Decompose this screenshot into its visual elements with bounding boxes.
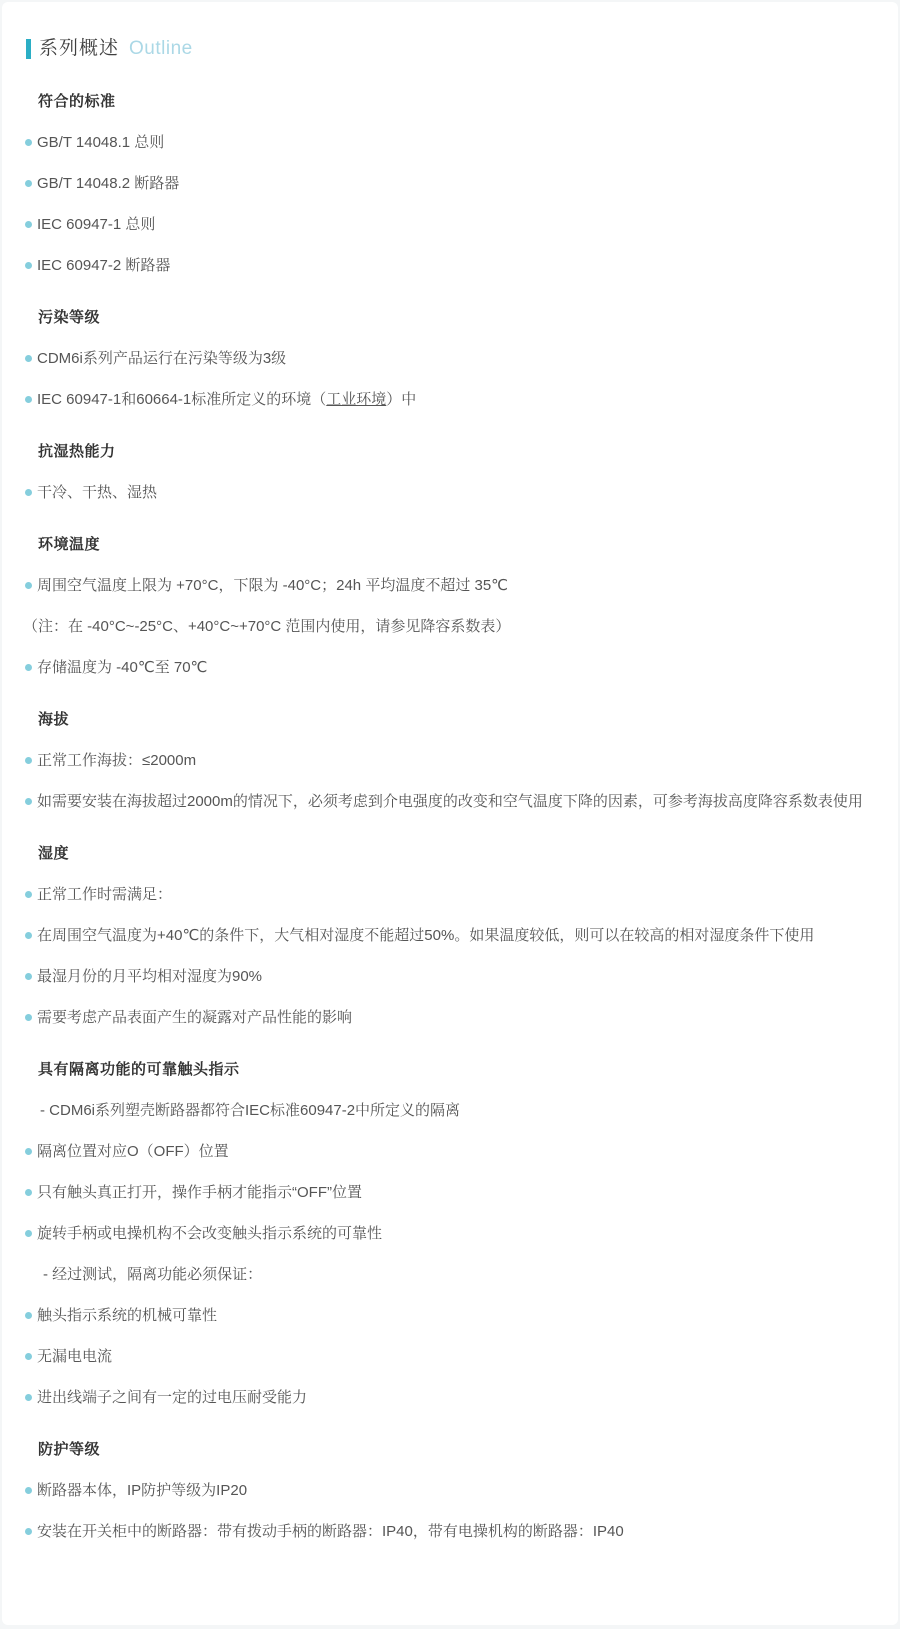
bullet-icon (25, 1312, 32, 1319)
bullet-icon (25, 396, 32, 403)
bullet-icon (25, 1394, 32, 1401)
bullet-icon (25, 891, 32, 898)
section-heading: 抗湿热能力 (38, 443, 116, 460)
section-ambient-temperature (2, 535, 878, 678)
list-item (2, 1347, 878, 1367)
section-isolation-indication (2, 1060, 878, 1408)
page-title-en: Outline (129, 38, 193, 59)
bullet-icon (25, 932, 32, 939)
list-item (2, 751, 878, 771)
list-item-text: IEC 60947-2 断路器 (37, 257, 171, 274)
section-damp-heat (2, 442, 878, 503)
list-item-text: - CDM6i系列塑壳断路器都符合IEC标准60947-2中所定义的隔离 (40, 1102, 461, 1119)
list-item (2, 1522, 878, 1542)
list-item-text: 安装在开关柜中的断路器：带有拨动手柄的断路器：IP40，带有电操机构的断路器：IP40 (37, 1523, 624, 1540)
bullet-icon (25, 973, 32, 980)
list-item-text: 正常工作时需满足： (37, 886, 173, 903)
accent-bar-icon (26, 39, 31, 59)
note-item (2, 617, 878, 637)
list-item (2, 1183, 878, 1203)
bullet-icon (25, 1528, 32, 1535)
list-item-text: （注：在 -40°C~-25°C、+40°C~+70°C 范围内使用，请参见降容系数表） (23, 618, 511, 635)
bullet-icon (25, 221, 32, 228)
list-item-text: 最湿月份的月平均相对湿度为90% (37, 968, 263, 985)
list-item-text: 进出线端子之间有一定的过电压耐受能力 (37, 1389, 308, 1406)
list-item (2, 215, 878, 235)
section-standards (2, 92, 878, 276)
list-item-text: CDM6i系列产品运行在污染等级为3级 (37, 350, 287, 367)
list-item (2, 1008, 878, 1028)
section-heading: 环境温度 (38, 536, 101, 553)
list-item-text: 周围空气温度上限为 +70°C，下限为 -40°C；24h 平均温度不超过 35℃ (37, 577, 509, 594)
list-item-text: 断路器本体，IP防护等级为IP20 (37, 1482, 248, 1499)
list-item-text: 旋转手柄或电操机构不会改变触头指示系统的可靠性 (37, 1225, 383, 1242)
section-protection-degree (2, 1440, 878, 1542)
list-item-text: 隔离位置对应O（OFF）位置 (37, 1143, 229, 1160)
list-item (2, 1388, 878, 1408)
list-item (2, 1306, 878, 1326)
bullet-icon (25, 1014, 32, 1021)
bullet-icon (25, 1189, 32, 1196)
list-item-text: 无漏电电流 (37, 1348, 113, 1365)
list-item-text: 需要考虑产品表面产生的凝露对产品性能的影响 (37, 1009, 353, 1026)
section-heading: 海拔 (38, 711, 70, 728)
section-heading: 防护等级 (38, 1441, 101, 1458)
underlined-text: 工业环境 (326, 391, 387, 408)
bullet-icon (25, 1148, 32, 1155)
list-item (2, 885, 878, 905)
list-item (2, 483, 878, 503)
section-pollution-degree (2, 308, 878, 410)
list-item (2, 967, 878, 987)
page-header (26, 38, 878, 60)
bullet-icon (25, 798, 32, 805)
list-item (2, 390, 878, 410)
bullet-icon (25, 355, 32, 362)
bullet-icon (25, 757, 32, 764)
section-heading: 符合的标准 (38, 93, 116, 110)
list-item-text: 如需要安装在海拔超过2000m的情况下，必须考虑到介电强度的改变和空气温度下降的因素，可参考海拔高度降容系数表使用 (37, 793, 863, 810)
bullet-icon (25, 1487, 32, 1494)
dash-item (2, 1265, 878, 1285)
list-item-text: 存储温度为 -40℃至 70℃ (37, 659, 208, 676)
list-item (2, 792, 878, 812)
bullet-icon (25, 489, 32, 496)
bullet-icon (25, 1353, 32, 1360)
list-item-text: 干冷、干热、湿热 (37, 484, 158, 501)
list-item (2, 174, 878, 194)
list-item (2, 658, 878, 678)
list-item-text: 只有触头真正打开，操作手柄才能指示“OFF”位置 (37, 1184, 362, 1201)
bullet-icon (25, 180, 32, 187)
section-altitude (2, 710, 878, 812)
section-heading: 污染等级 (38, 309, 101, 326)
list-item-text: 正常工作海拔：≤2000m (37, 752, 197, 769)
list-item-text: - 经过测试，隔离功能必须保证： (43, 1266, 263, 1283)
list-item (2, 256, 878, 276)
list-item (2, 576, 878, 596)
text-segment: IEC 60947-1和60664-1标准所定义的环境（ (37, 391, 327, 408)
section-humidity (2, 844, 878, 1028)
list-item (2, 1481, 878, 1501)
bullet-icon (25, 582, 32, 589)
list-item (2, 133, 878, 153)
list-item-text (37, 391, 416, 408)
text-segment: ）中 (386, 391, 417, 408)
dash-item (2, 1101, 878, 1121)
list-item-text: 在周围空气温度为+40℃的条件下，大气相对湿度不能超过50%。如果温度较低，则可以在较高的相对湿度条件下使用 (37, 927, 815, 944)
list-item-text: 触头指示系统的机械可靠性 (37, 1307, 218, 1324)
bullet-icon (25, 1230, 32, 1237)
list-item (2, 926, 878, 946)
bullet-icon (25, 262, 32, 269)
list-item (2, 1224, 878, 1244)
bullet-icon (25, 139, 32, 146)
list-item (2, 1142, 878, 1162)
list-item-text: GB/T 14048.2 断路器 (37, 175, 180, 192)
content-card (2, 2, 898, 1625)
page-title: 系列概述 (39, 38, 120, 59)
list-item-text: IEC 60947-1 总则 (37, 216, 156, 233)
list-item-text: GB/T 14048.1 总则 (37, 134, 165, 151)
section-heading: 具有隔离功能的可靠触头指示 (38, 1061, 240, 1078)
section-heading: 湿度 (38, 845, 70, 862)
bullet-icon (25, 664, 32, 671)
list-item (2, 349, 878, 369)
